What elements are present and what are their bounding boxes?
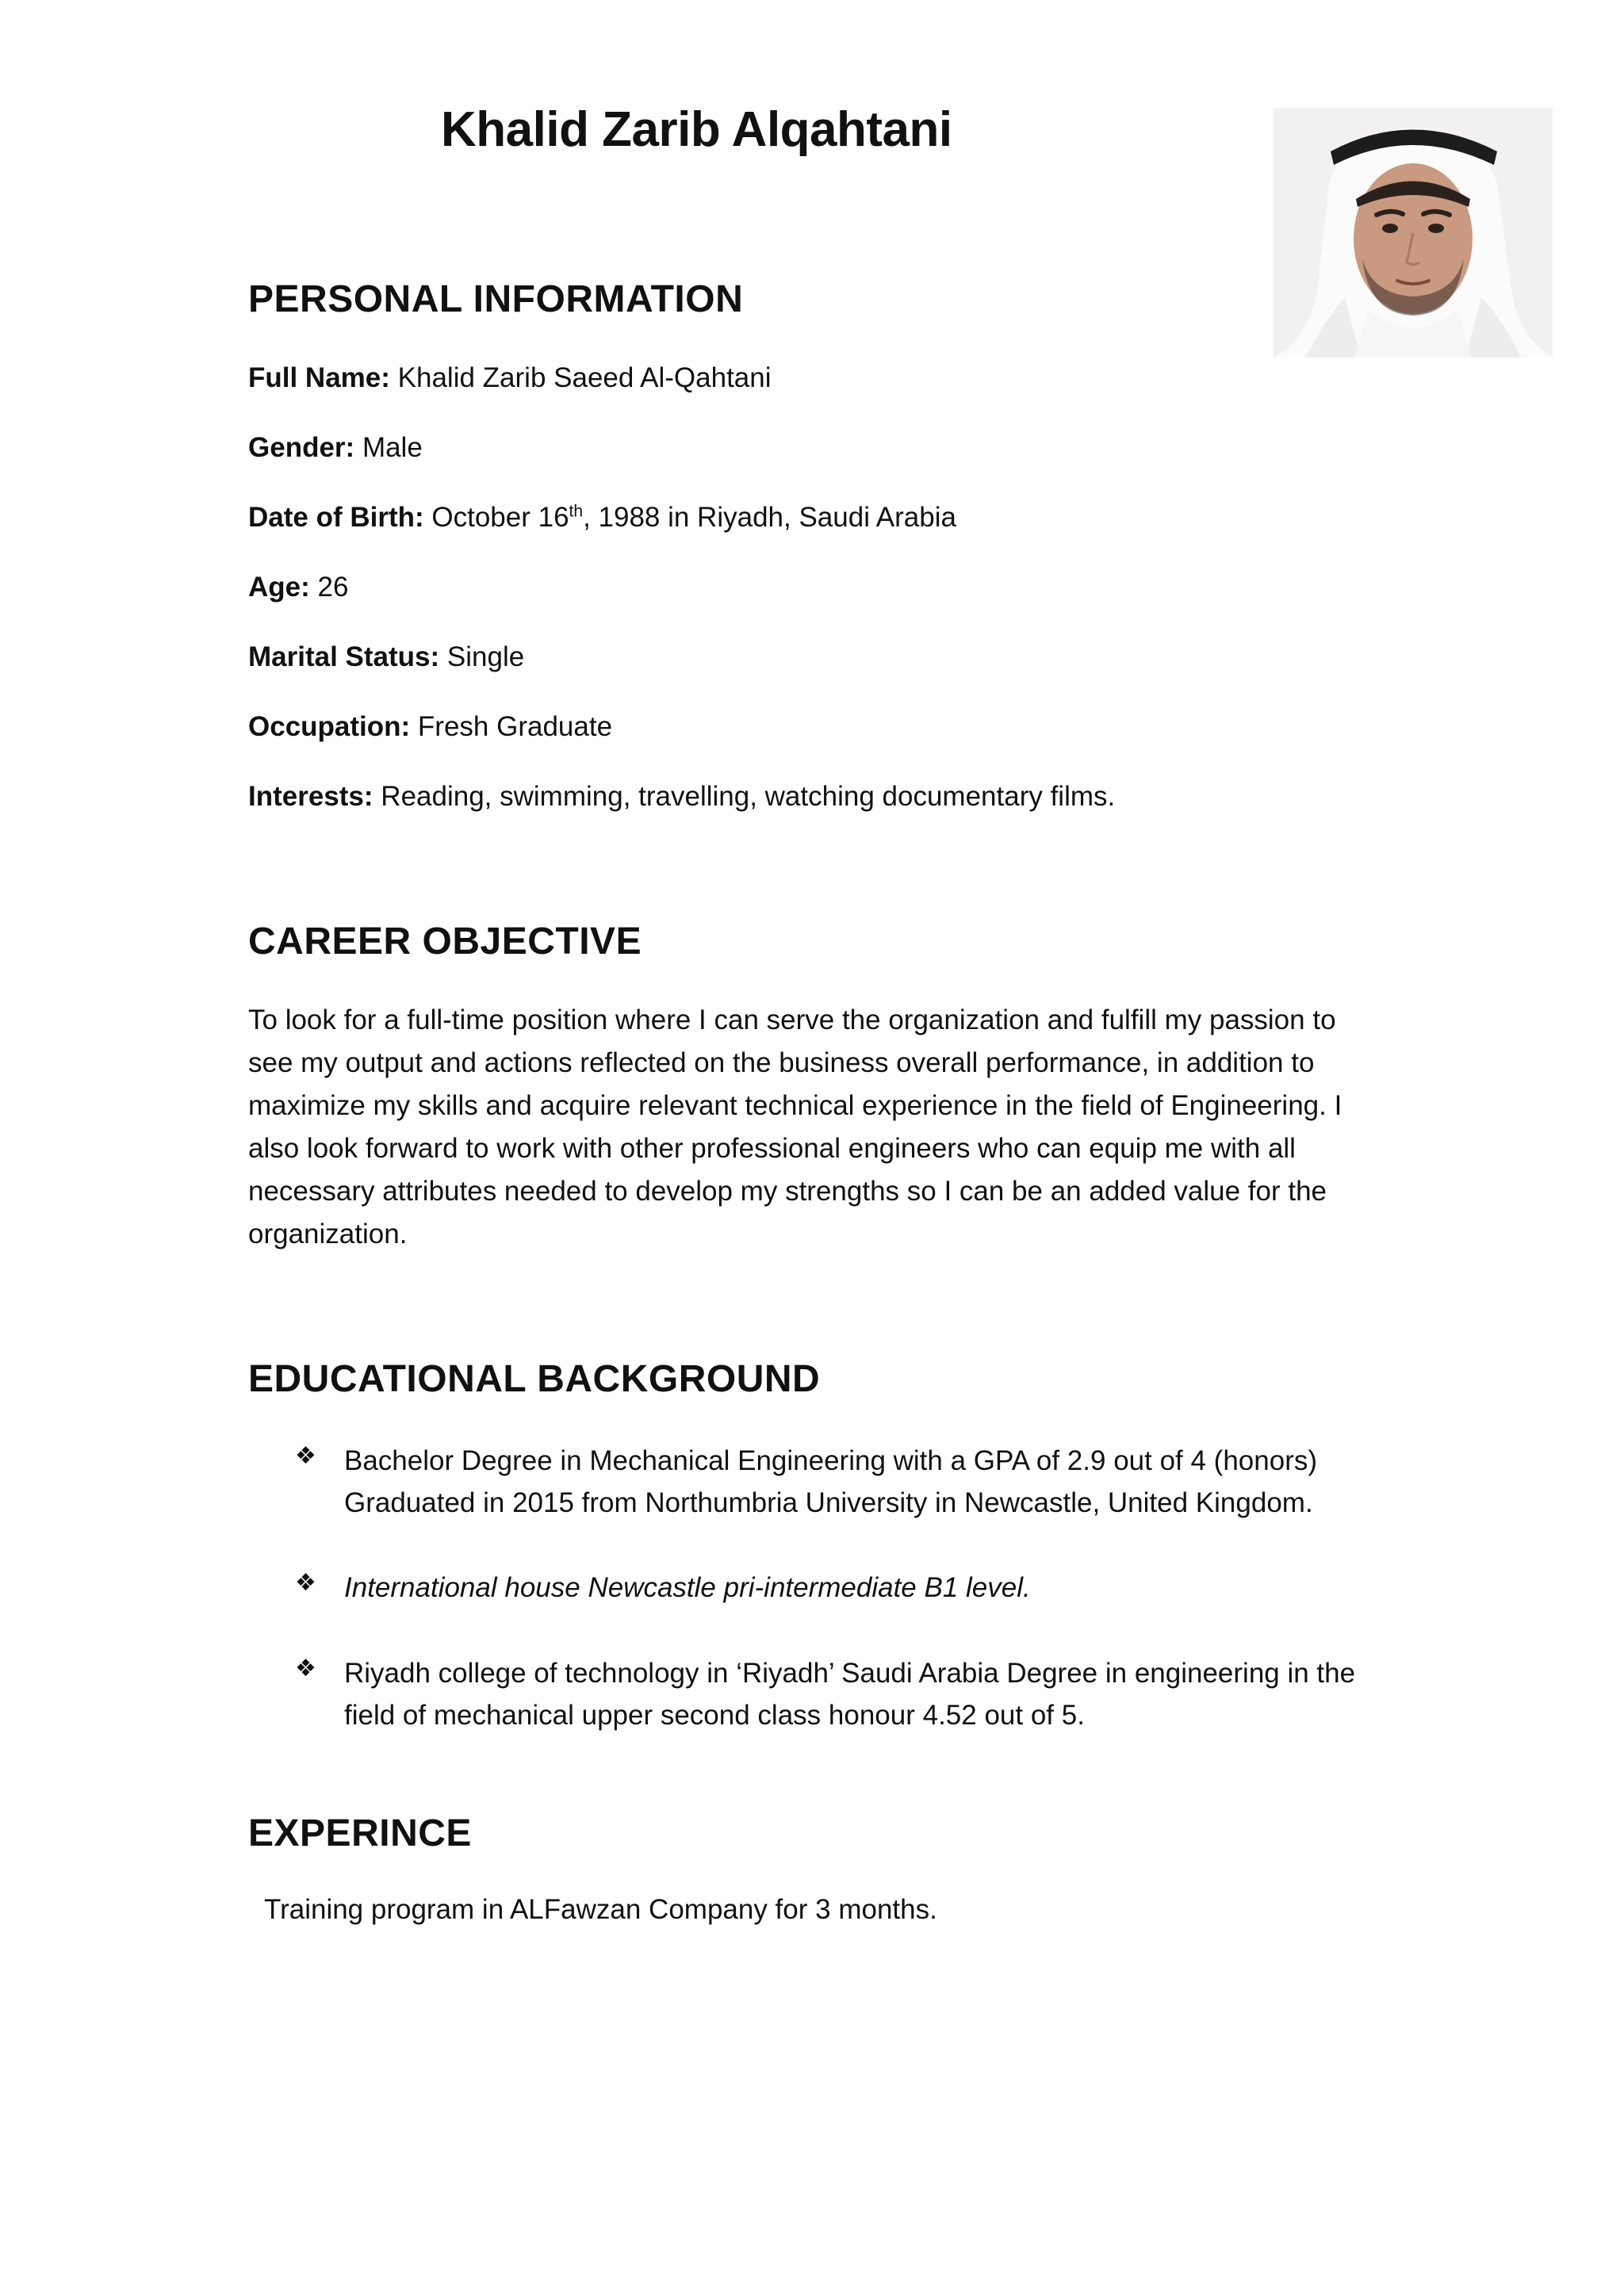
career-objective-line: see my output and actions reflected on the business overall performance, in addition to	[248, 1047, 1315, 1078]
occupation-label: Occupation:	[248, 711, 411, 742]
resume-name-title: Khalid Zarib Alqahtani	[441, 102, 952, 157]
marital-status-value: Single	[446, 641, 525, 672]
education-item-bachelor	[295, 1440, 1405, 1524]
date-of-birth-year-place: , 1988 in Riyadh, Saudi Arabia	[583, 502, 956, 533]
diamond-bullet-icon: ❖	[295, 1655, 316, 1682]
career-objective-heading: CAREER OBJECTIVE	[248, 920, 642, 962]
gender-label: Gender:	[248, 432, 355, 463]
interests-label: Interests:	[248, 781, 373, 812]
date-of-birth-ordinal: th	[569, 502, 584, 521]
date-of-birth-value	[431, 502, 956, 533]
diamond-bullet-icon: ❖	[295, 1442, 316, 1470]
diamond-bullet-icon: ❖	[295, 1569, 316, 1597]
career-objective-line: maximize my skills and acquire relevant technical experience in the field of Engineering. I	[248, 1090, 1342, 1121]
full-name-row	[248, 364, 772, 392]
career-objective-line: organization.	[248, 1219, 408, 1249]
career-objective-line: also look forward to work with other professional engineers who can equip me with all	[248, 1133, 1296, 1164]
education-item-line: International house Newcastle pri-intermediate B1 level.	[344, 1572, 1031, 1603]
date-of-birth-day: October 16	[431, 502, 569, 533]
career-objective-line: To look for a full-time position where I can serve the organization and fulfill my passion to	[248, 1004, 1336, 1035]
education-item-text	[344, 1652, 1405, 1736]
gender-row	[248, 434, 423, 461]
experience-item: Training program in ALFawzan Company for 3 months.	[264, 1894, 937, 1925]
education-item-line: Bachelor Degree in Mechanical Engineering with a GPA of 2.9 out of 4 (honors)	[344, 1445, 1317, 1476]
experience-heading: EXPERINCE	[248, 1812, 472, 1854]
occupation-row	[248, 713, 612, 740]
education-item-line: Riyadh college of technology in ‘Riyadh’ Saudi Arabia Degree in engineering in the	[344, 1658, 1356, 1689]
date-of-birth-row	[248, 503, 956, 531]
career-objective-paragraph	[248, 999, 1382, 1256]
age-value: 26	[317, 572, 349, 603]
education-item-riyadh-college	[295, 1652, 1405, 1736]
education-item-text	[344, 1567, 1405, 1609]
gender-value: Male	[362, 432, 423, 463]
profile-photo-icon	[1274, 108, 1553, 358]
education-item-international-house	[295, 1567, 1405, 1609]
date-of-birth-label: Date of Birth:	[248, 502, 424, 533]
occupation-value: Fresh Graduate	[417, 711, 613, 742]
interests-row	[248, 783, 1115, 810]
career-objective-line: necessary attributes needed to develop my strengths so I can be an added value for the	[248, 1176, 1327, 1207]
education-item-text	[344, 1440, 1405, 1524]
educational-background-heading: EDUCATIONAL BACKGROUND	[248, 1358, 821, 1400]
age-row	[248, 573, 348, 601]
marital-status-row	[248, 643, 524, 671]
interests-value: Reading, swimming, travelling, watching documentary films.	[381, 781, 1116, 812]
age-label: Age:	[248, 572, 310, 603]
full-name-value: Khalid Zarib Saeed Al-Qahtani	[397, 362, 772, 393]
profile-photo	[1274, 108, 1553, 358]
personal-information-heading: PERSONAL INFORMATION	[248, 278, 744, 320]
education-item-line: field of mechanical upper second class honour 4.52 out of 5.	[344, 1700, 1085, 1731]
full-name-label: Full Name:	[248, 362, 390, 393]
marital-status-label: Marital Status:	[248, 641, 440, 672]
education-item-line: Graduated in 2015 from Northumbria University in Newcastle, United Kingdom.	[344, 1487, 1313, 1518]
